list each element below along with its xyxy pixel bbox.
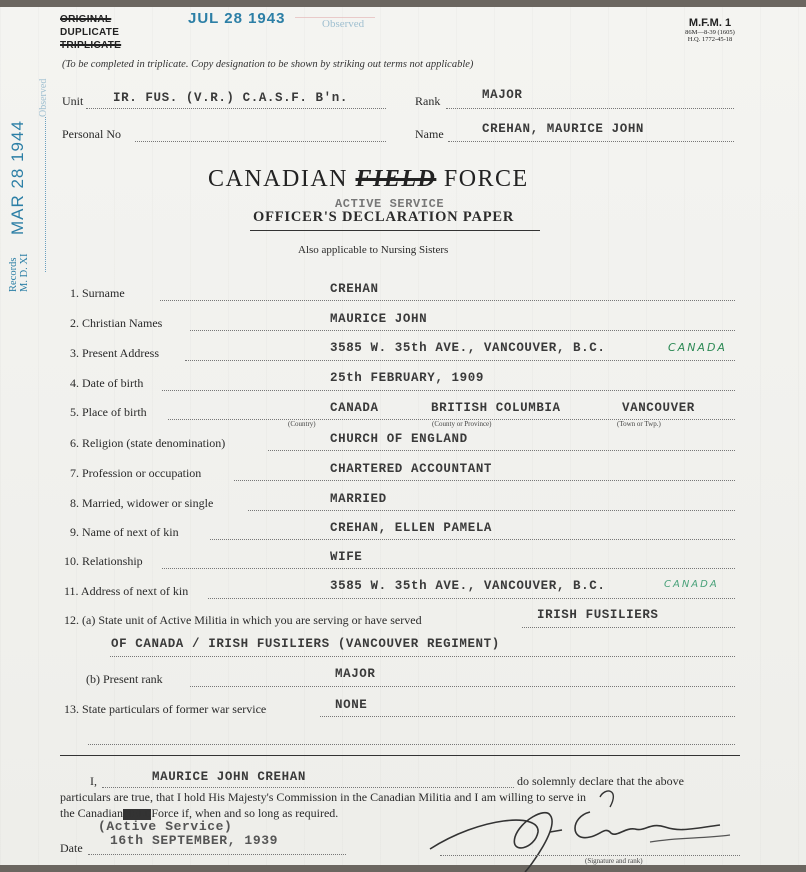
field-value-birth-country: CANADA <box>330 401 379 415</box>
rank-value: MAJOR <box>482 88 523 102</box>
subtitle-underline <box>250 230 540 231</box>
field-line-surname <box>160 300 735 301</box>
copy-designation <box>60 13 121 52</box>
field-label-profession: 7. Profession or occupation <box>70 466 202 480</box>
field-annotation-present-address: CANADA <box>668 341 727 354</box>
field-line-active-militia-unit-cont <box>110 656 735 657</box>
rank-line <box>446 108 734 109</box>
field-label-present-rank: (b) Present rank <box>86 672 163 686</box>
caption-province: (County or Province) <box>432 420 492 428</box>
received-stamp-observed: Observed <box>322 18 365 30</box>
records-office-line-1: Records <box>8 257 19 292</box>
applicability-note: Also applicable to Nursing Sisters <box>298 244 449 256</box>
observed-label: Observed <box>38 78 49 117</box>
field-value-active-militia-unit-cont: OF CANADA / IRISH FUSILIERS (VANCOUVER REGIMENT) <box>111 637 500 651</box>
title-struck-word: FIELD <box>355 166 437 192</box>
field-label-next-of-kin-address: 11. Address of next of kin <box>64 584 189 598</box>
field-label-active-militia-unit: 12. (a) State unit of Active Militia in which you are serving or have served <box>64 613 422 627</box>
signature-caption: (Signature and rank) <box>585 857 643 865</box>
unit-line <box>86 108 386 109</box>
form-code: M.F.M. 1 <box>688 17 732 29</box>
field-value-active-militia-unit: IRISH FUSILIERS <box>537 608 659 622</box>
field-value-christian-names: MAURICE JOHN <box>330 312 428 326</box>
date-line <box>88 854 346 855</box>
field-value-surname: CREHAN <box>330 282 379 296</box>
field-value-birth-town: VANCOUVER <box>622 401 695 415</box>
field-annotation-next-of-kin-address: CANADA <box>664 579 719 590</box>
field-label-next-of-kin: 9. Name of next of kin <box>70 525 179 539</box>
field-line-religion <box>268 450 735 451</box>
field-value-marital-status: MARRIED <box>330 492 387 506</box>
red-stamp-fragment <box>295 7 375 18</box>
field-label-christian-names: 2. Christian Names <box>70 316 163 330</box>
field-value-former-war-service: NONE <box>335 698 368 712</box>
field-line-profession <box>234 480 735 481</box>
field-line-next-of-kin-address <box>208 598 735 599</box>
rank-label: Rank <box>415 94 441 108</box>
declaration-struck-word: FIELD <box>122 809 152 820</box>
title-overtyped: ACTIVE SERVICE <box>335 197 445 211</box>
field-line-former-war-service-cont <box>88 744 735 745</box>
declaration-overtyped: (Active Service) <box>98 819 233 834</box>
field-label-surname: 1. Surname <box>70 286 125 300</box>
field-label-place-of-birth: 5. Place of birth <box>70 405 147 419</box>
field-label-date-of-birth: 4. Date of birth <box>70 376 144 390</box>
copy-duplicate: DUPLICATE <box>60 27 120 38</box>
records-stamp <box>8 120 30 292</box>
title-suffix: FORCE <box>443 166 529 192</box>
field-label-present-address: 3. Present Address <box>70 346 159 360</box>
field-line-next-of-kin <box>210 539 735 540</box>
field-line-christian-names <box>190 330 735 331</box>
field-line-date-of-birth <box>162 390 735 391</box>
declaration-text-3a: the Canadian <box>60 806 123 820</box>
field-value-next-of-kin: CREHAN, ELLEN PAMELA <box>330 521 493 535</box>
field-line-relationship <box>162 568 735 569</box>
instruction-note: (To be completed in triplicate. Copy designation to be shown by striking out terms not applicable) <box>62 59 474 70</box>
personal-no-line <box>135 141 386 142</box>
received-stamp: JUL 28 1943 <box>188 10 286 27</box>
field-value-next-of-kin-address: 3585 W. 35th AVE., VANCOUVER, B.C. <box>330 579 606 593</box>
name-value: CREHAN, MAURICE JOHN <box>482 122 645 136</box>
page-subtitle: OFFICER'S DECLARATION PAPER <box>253 209 515 225</box>
field-value-religion: CHURCH OF ENGLAND <box>330 432 468 446</box>
field-value-present-rank: MAJOR <box>335 667 376 681</box>
date-label: Date <box>60 841 83 855</box>
name-line <box>448 141 734 142</box>
declaration-text-1: do solemnly declare that the above <box>517 774 684 788</box>
form-ref-2: H.Q. 1772-45-18 <box>687 36 733 43</box>
field-line-active-militia-unit <box>522 627 735 628</box>
field-value-date-of-birth: 25th FEBRUARY, 1909 <box>330 371 484 385</box>
field-value-birth-province: BRITISH COLUMBIA <box>431 401 561 415</box>
caption-country: (Country) <box>288 420 316 428</box>
copy-original: ORIGINAL <box>60 14 112 25</box>
declaration-text-3b: Force if, when and so long as required. <box>151 806 339 820</box>
field-label-former-war-service: 13. State particulars of former war service <box>64 702 267 716</box>
date-value: 16th SEPTEMBER, 1939 <box>110 833 279 848</box>
page-title <box>208 166 529 193</box>
observed-line <box>45 117 46 272</box>
field-label-relationship: 10. Relationship <box>64 554 143 568</box>
field-label-religion: 6. Religion (state denomination) <box>70 436 226 450</box>
name-label: Name <box>415 127 444 141</box>
section-divider <box>60 755 740 756</box>
signature-line <box>440 855 740 856</box>
field-line-former-war-service <box>320 716 735 717</box>
declaration-name: MAURICE JOHN CREHAN <box>152 770 306 784</box>
declaration-text-2: particulars are true, that I hold His Majesty's Commission in the Canadian Militia and I am willing to serve in <box>60 790 587 804</box>
form-ref-1: 86M—8-39 (1605) <box>685 29 735 36</box>
declaration-prefix: I, <box>90 774 97 788</box>
field-value-present-address: 3585 W. 35th AVE., VANCOUVER, B.C. <box>330 341 606 355</box>
unit-value: IR. FUS. (V.R.) C.A.S.F. B'n. <box>113 91 348 105</box>
records-stamp-date: MAR 28 1944 <box>8 120 27 236</box>
field-line-present-address <box>185 360 735 361</box>
field-value-relationship: WIFE <box>330 550 363 564</box>
field-line-marital-status <box>248 510 735 511</box>
unit-label: Unit <box>62 94 84 108</box>
copy-triplicate: TRIPLICATE <box>60 40 122 51</box>
field-value-profession: CHARTERED ACCOUNTANT <box>330 462 493 476</box>
records-office-line-2: M. D. XI <box>19 253 30 292</box>
personal-no-label: Personal No <box>62 127 121 141</box>
title-prefix: CANADIAN <box>208 166 348 192</box>
declaration-paper <box>0 7 806 865</box>
form-code-block <box>660 17 760 43</box>
field-label-marital-status: 8. Married, widower or single <box>70 496 214 510</box>
field-line-present-rank <box>190 686 735 687</box>
caption-town: (Town or Twp.) <box>617 420 661 428</box>
